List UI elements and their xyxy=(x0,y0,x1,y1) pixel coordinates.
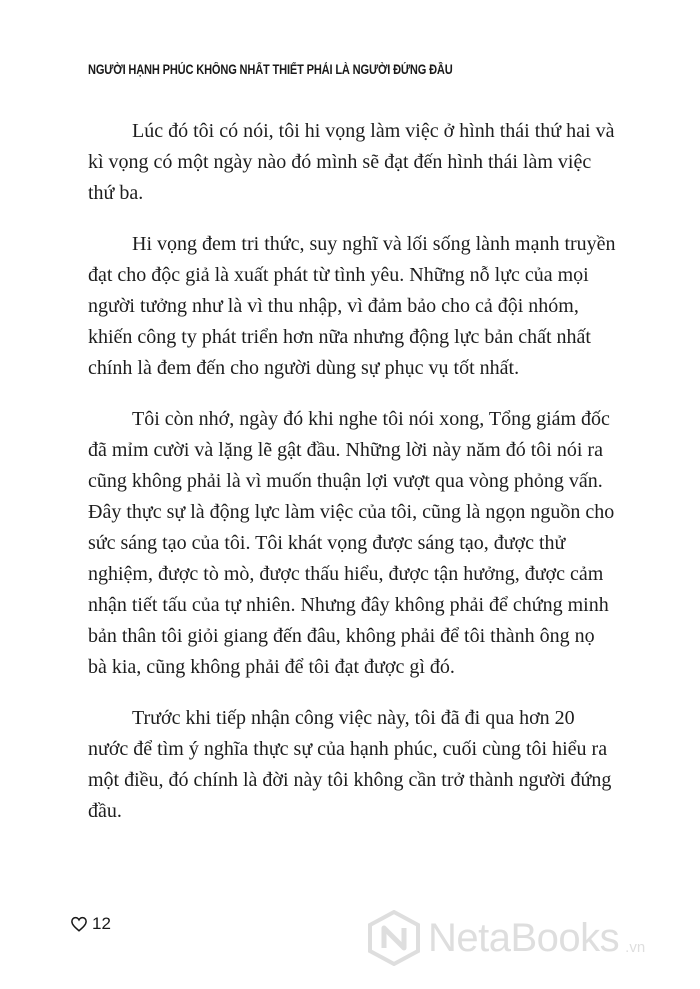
paragraph-2: Hi vọng đem tri thức, suy nghĩ và lối sống lành mạnh truyền đạt cho độc giả là xuất phát từ tình yêu. Những nỗ lực của mọi người tưởng như là vì thu nhập, vì đảm bảo cho cả đội nhóm, khiến công ty phát triển hơn nữa nhưng động lực bản chất nhất chính là đem đến cho người dùng sự phục vụ tốt nhất. xyxy=(88,233,616,379)
watermark-suffix: .vn xyxy=(625,939,646,956)
netabooks-logo-icon xyxy=(366,910,422,966)
page-number: 12 xyxy=(92,914,111,933)
paragraph-4: Trước khi tiếp nhận công việc này, tôi đã đi qua hơn 20 nước để tìm ý nghĩa thực sự của hạnh phúc, cuối cùng tôi hiểu ra một điều, đó chính là đời này tôi không cần trở thành người đứng đầu. xyxy=(88,707,612,822)
watermark-brand: NetaBooks xyxy=(428,916,620,960)
paragraph-3: Tôi còn nhớ, ngày đó khi nghe tôi nói xong, Tổng giám đốc đã mỉm cười và lặng lẽ gật đầu. Những lời này năm đó tôi nói ra cũng không phải là vì muốn thuận lợi vượt qua vòng phỏng vấn. Đây thực sự là động lực làm việc của tôi, cũng là ngọn nguồn cho sức sáng tạo của tôi. Tôi khát vọng được sáng tạo, được thử nghiệm, được tò mò, được thấu hiểu, được tận hưởng, được cảm nhận tiết tấu của tự nhiên. Nhưng đây không phải để chứng minh bản thân tôi giỏi giang đến đâu, không phải để tôi thành ông nọ bà kia, cũng không phải để tôi đạt được gì đó. xyxy=(88,408,615,678)
running-header: NGƯỜI HẠNH PHÚC KHÔNG NHẤT THIẾT PHẢI LÀ NGƯỜI ĐỨNG ĐẦU xyxy=(88,62,453,77)
heart-outline-icon xyxy=(70,915,88,933)
body-text xyxy=(88,116,616,847)
page-footer xyxy=(70,914,111,934)
watermark xyxy=(366,910,645,966)
paragraph-1: Lúc đó tôi có nói, tôi hi vọng làm việc ở hình thái thứ hai và kì vọng có một ngày nào đó mình sẽ đạt đến hình thái làm việc thứ ba. xyxy=(88,120,615,204)
